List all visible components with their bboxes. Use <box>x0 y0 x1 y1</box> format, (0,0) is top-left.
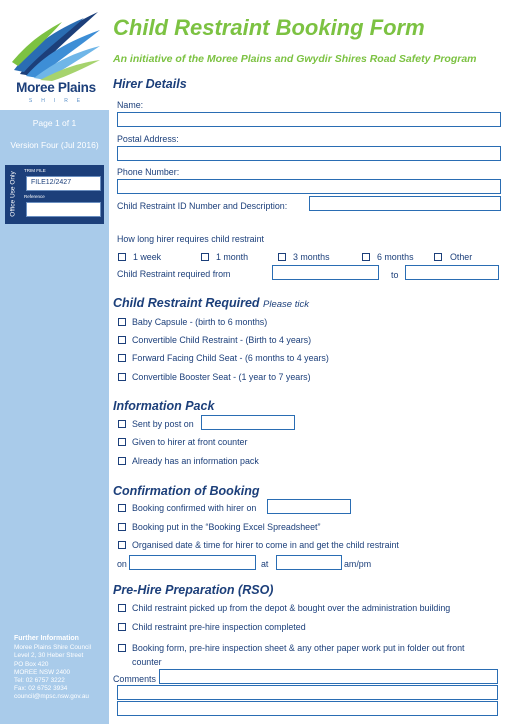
restraint-option-checkbox[interactable] <box>118 318 126 326</box>
duration-3-months-checkbox[interactable] <box>278 253 286 261</box>
phone-label: Phone Number: <box>117 167 180 177</box>
info-pack-option-label: Already has an information pack <box>132 456 259 466</box>
pickup-on-label: on <box>117 559 127 569</box>
trim-file-field[interactable]: FILE12/2427 <box>26 176 101 191</box>
pickup-date-field[interactable] <box>129 555 256 570</box>
restraint-option-label: Convertible Booster Seat - (1 year to 7 years) <box>132 372 311 382</box>
duration-label: How long hirer requires child restraint <box>117 234 264 244</box>
confirmation-option-label: Booking put in the “Booking Excel Spreadsheet” <box>132 522 321 532</box>
logo-shire-text: SHIRE <box>28 98 90 104</box>
comments-label: Comments <box>113 674 156 684</box>
further-info-email: council@mpsc.nsw.gov.au <box>14 693 89 701</box>
further-info-line: PO Box 420 <box>14 660 49 668</box>
info-pack-checkbox[interactable] <box>118 420 126 428</box>
confirmation-checkbox[interactable] <box>118 504 126 512</box>
prehire-option-label-continued: counter <box>132 657 162 667</box>
restraint-option-checkbox[interactable] <box>118 373 126 381</box>
postal-address-field[interactable] <box>117 146 501 161</box>
duration-option-label: 1 month <box>216 252 249 262</box>
confirmation-checkbox[interactable] <box>118 541 126 549</box>
info-pack-option-label: Sent by post on <box>132 419 194 429</box>
logo-swoosh-icon <box>10 10 102 82</box>
section-confirmation: Confirmation of Booking <box>113 484 260 498</box>
section-child-restraint <box>113 296 309 310</box>
name-field[interactable] <box>117 112 501 127</box>
info-pack-checkbox[interactable] <box>118 438 126 446</box>
section-prehire: Pre-Hire Preparation (RSO) <box>113 583 274 597</box>
confirmed-date-field[interactable] <box>267 499 351 514</box>
comments-field-line-2[interactable] <box>117 685 498 700</box>
pickup-at-label: at <box>261 559 269 569</box>
sidebar <box>0 0 109 724</box>
duration-option-label: 3 months <box>293 252 330 262</box>
prehire-option-label: Child restraint picked up from the depot & bought over the administration building <box>132 603 451 613</box>
confirmation-option-label: Organised date & time for hirer to come in and get the child restraint <box>132 540 399 550</box>
sent-by-post-date-field[interactable] <box>201 415 295 430</box>
restraint-option-label: Baby Capsule - (birth to 6 months) <box>132 317 268 327</box>
info-pack-option-label: Given to hirer at front counter <box>132 437 248 447</box>
restraint-id-label: Child Restraint ID Number and Description: <box>117 201 288 211</box>
restraint-option-label: Forward Facing Child Seat - (6 months to 4 years) <box>132 353 329 363</box>
info-pack-checkbox[interactable] <box>118 457 126 465</box>
required-from-label: Child Restraint required from <box>117 269 231 279</box>
restraint-option-checkbox[interactable] <box>118 336 126 344</box>
name-label: Name: <box>117 100 144 110</box>
comments-field-line-1[interactable] <box>159 669 498 684</box>
prehire-option-label: Booking form, pre-hire inspection sheet & any other paper work put in folder out front <box>132 643 465 653</box>
duration-other-checkbox[interactable] <box>434 253 442 261</box>
reference-field[interactable] <box>26 202 101 217</box>
am-pm-label: am/pm <box>344 559 372 569</box>
further-info-line: Moree Plains Shire Council <box>14 644 92 652</box>
prehire-checkbox[interactable] <box>118 604 126 612</box>
further-info-line: MOREE NSW 2400 <box>14 668 71 676</box>
section-information-pack: Information Pack <box>113 399 215 413</box>
section-child-restraint-heading: Child Restraint Required <box>113 296 260 310</box>
form-title: Child Restraint Booking Form <box>113 15 425 40</box>
phone-field[interactable] <box>117 179 501 194</box>
prehire-checkbox[interactable] <box>118 623 126 631</box>
office-use-panel <box>5 165 104 224</box>
further-info-heading: Further Information <box>14 635 79 642</box>
duration-option-label: Other <box>450 252 473 262</box>
office-use-heading <box>5 165 21 224</box>
comments-field-line-3[interactable] <box>117 701 498 716</box>
restraint-option-checkbox[interactable] <box>118 354 126 362</box>
required-from-field[interactable] <box>272 265 379 280</box>
logo-wordmark: Moree Plains <box>16 80 96 95</box>
restraint-option-label: Convertible Child Restraint - (Birth to 4 years) <box>132 335 312 345</box>
version-label: Version Four (Jul 2016) <box>10 140 99 150</box>
duration-1-month-checkbox[interactable] <box>201 253 209 261</box>
form-subtitle: An initiative of the Moree Plains and Gwydir Shires Road Safety Program <box>113 53 477 65</box>
page-number: Page 1 of 1 <box>32 118 77 128</box>
required-to-field[interactable] <box>405 265 499 280</box>
further-info-line: Tel: 02 6757 3222 <box>14 677 65 685</box>
duration-option-label: 6 months <box>377 252 414 262</box>
further-info-line: Level 2, 30 Heber Street <box>14 652 84 660</box>
please-tick-note: Please tick <box>263 299 309 310</box>
duration-option-label: 1 week <box>133 252 162 262</box>
duration-6-months-checkbox[interactable] <box>362 253 370 261</box>
required-to-label: to <box>391 270 399 280</box>
duration-1-week-checkbox[interactable] <box>118 253 126 261</box>
office-use-heading-text: Office Use Only <box>9 171 17 217</box>
further-information <box>14 635 106 702</box>
section-hirer-details: Hirer Details <box>113 77 187 91</box>
postal-address-label: Postal Address: <box>117 134 179 144</box>
further-info-line: Fax: 02 6752 3934 <box>14 685 68 693</box>
confirmation-checkbox[interactable] <box>118 523 126 531</box>
council-logo <box>10 10 102 104</box>
prehire-checkbox[interactable] <box>118 644 126 652</box>
pickup-time-field[interactable] <box>276 555 342 570</box>
reference-label: Reference <box>24 194 45 199</box>
confirmation-option-label: Booking confirmed with hirer on <box>132 503 257 513</box>
prehire-option-label: Child restraint pre-hire inspection completed <box>132 622 306 632</box>
restraint-id-field[interactable] <box>309 196 501 211</box>
trim-file-label: TRIM FILE <box>24 168 46 173</box>
